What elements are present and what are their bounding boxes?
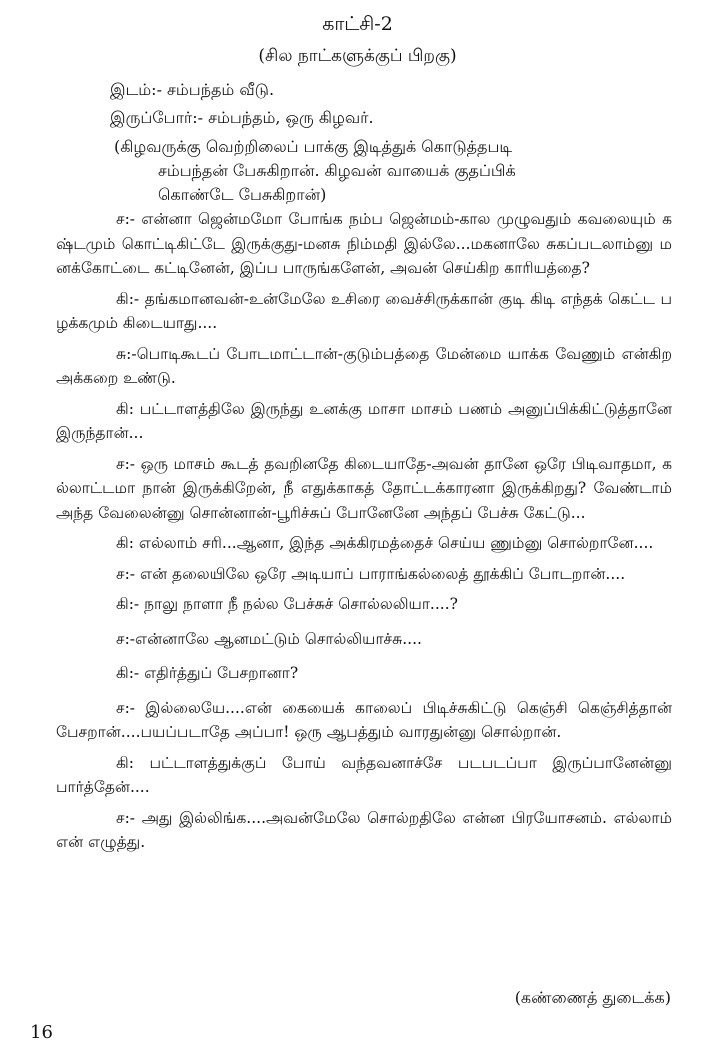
dialogue-line: ச:- என்னா ஜென்மமோ போங்க நம்ப ஜென்மம்-கால முழுவதும் கவலையும் கஷ்டமும் கொட்டிகிட்டே இருக்குது-மனசு நிம்மதி இல்லே...மகனாலே சுகப்படலாம்னு மனக்கோட்டை கட்டினேன், இப்ப பாருங்களேன், அவன் செய்கிற காரியத்தை?	[56, 210, 672, 277]
dialogue-line: ச:- இல்லையே....என் கையைக் காலைப் பிடிச்சுகிட்டு கெஞ்சி கெஞ்சித்தான் பேசறான்....பயப்படாதே அப்பா! ஒரு ஆபத்தும் வாரதுன்னு சொல்றான்.	[56, 698, 672, 741]
dialogue-line: கி: பட்டாளத்துக்குப் போய் வந்தவனாச்சே படபடப்பா இருப்பானேன்னு பார்த்தேன்....	[56, 753, 672, 796]
page-number: 16	[30, 1022, 53, 1043]
scene-characters: இருப்போர்:- சம்பந்தம், ஒரு கிழவர்.	[110, 108, 374, 127]
scene-subtitle: (சில நாட்களுக்குப் பிறகு)	[258, 46, 457, 66]
closing-stage-direction: (கண்ணைத் துடைக்க)	[514, 988, 671, 1007]
stage-direction-line: (கிழவருக்கு வெற்றிலைப் பாக்கு இடித்துக் கொடுத்தபடி	[114, 137, 513, 156]
stage-direction-line: சம்பந்தன் பேசுகிறான். கிழவன் வாயைக் குதப்பிக்	[158, 161, 516, 180]
dialogue-line: கி:- எதிர்த்துப் பேசறானா?	[116, 664, 299, 682]
dialogue-line: கி:- நாலு நாளா நீ நல்ல பேச்சுச் சொல்லலியா....?	[116, 595, 458, 613]
dialogue-line: கி: பட்டாளத்திலே இருந்து உனக்கு மாசா மாசம் பணம் அனுப்பிக்கிட்டுத்தானே இருந்தான்...	[56, 399, 672, 442]
scene-title: காட்சி-2	[322, 13, 393, 35]
dialogue-line: ச:- என் தலையிலே ஒரே அடியாப் பாராங்கல்லைத் தூக்கிப் போடறான்....	[116, 564, 626, 583]
dialogue-body	[56, 207, 672, 861]
dialogue-line: ச:-என்னாலே ஆனமட்டும் சொல்லியாச்சு....	[116, 629, 422, 648]
stage-direction-line: கொண்டே பேசுகிறான்)	[158, 185, 327, 204]
dialogue-line: ச:- ஒரு மாசம் கூடத் தவறினதே கிடையாதே-அவன் தானே ஒரே பிடிவாதமா, கல்லாட்டமா நான் இருக்கிறேன், நீ எதுக்காகத் தோட்டக்காரனா இருக்கிறது? வேண்டாம் அந்த வேலைன்னு சொன்னான்-பூரிச்சுப் போனேனே அந்தப் பேச்சு கேட்டு...	[56, 454, 672, 522]
stage-direction	[114, 135, 694, 207]
dialogue-line: சு:-பொடிகூடப் போடமாட்டான்-குடும்பத்தை மேன்மை யாக்க வேணும் என்கிற அக்கறை உண்டு.	[56, 344, 672, 387]
dialogue-line: ச:- அது இல்லிங்க....அவன்மேலே சொல்றதிலே என்ன பிரயோசனம். எல்லாம் என் எழுத்து.	[56, 808, 672, 851]
dialogue-line: கி: எல்லாம் சரி...ஆனா, இந்த அக்கிரமத்தைச் செய்ய ணும்னு சொல்றானே....	[116, 534, 654, 552]
dialogue-line: கி:- தங்கமானவன்-உன்மேலே உசிரை வைச்சிருக்கான் குடி கிடி எந்தக் கெட்ட பழக்கமும் கிடையாது....	[56, 289, 672, 332]
scene-place: இடம்:- சம்பந்தம் வீடு.	[110, 80, 275, 99]
